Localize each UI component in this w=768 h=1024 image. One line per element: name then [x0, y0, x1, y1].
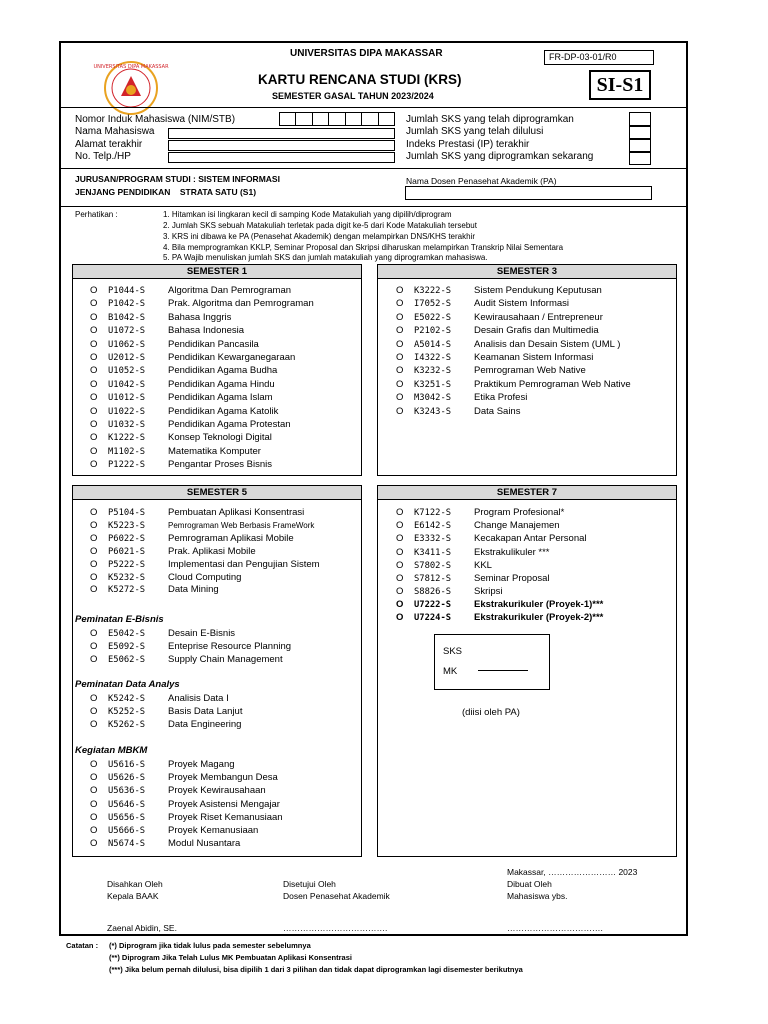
select-circle-icon[interactable]: O [90, 338, 98, 350]
course-name: Pemrograman Web Native [474, 365, 586, 377]
course-code: U5616-S [108, 760, 146, 770]
sign-right-1: Dibuat Oleh [507, 879, 552, 889]
course-name: Algoritma Dan Pemrograman [168, 285, 292, 296]
course-code: U5626-S [108, 773, 146, 784]
select-circle-icon[interactable]: O [396, 285, 404, 296]
course-row[interactable] [90, 785, 266, 797]
course-code: P1044-S [108, 286, 146, 296]
course-row[interactable] [90, 838, 240, 850]
course-row[interactable] [396, 298, 569, 310]
course-name: Keamanan Sistem Informasi [474, 352, 594, 363]
course-code: U5656-S [108, 812, 146, 823]
nim-label: Nomor Induk Mahasiswa (NIM/STB) [75, 114, 236, 125]
semester-line: SEMESTER GASAL TAHUN 2023/2024 [272, 91, 434, 101]
course-row[interactable] [396, 312, 603, 324]
select-circle-icon[interactable]: O [396, 311, 404, 323]
select-circle-icon[interactable]: O [90, 545, 98, 557]
course-row[interactable] [90, 352, 295, 364]
select-circle-icon[interactable]: O [396, 378, 404, 390]
course-code: E5042-S [108, 629, 146, 639]
course-row[interactable] [396, 285, 602, 297]
logo-text: UNIVERSITAS DIPA MAKASSAR [93, 64, 169, 70]
course-code: M1102-S [108, 446, 146, 457]
course-code: E5022-S [414, 312, 452, 323]
select-circle-icon[interactable]: O [396, 586, 404, 598]
university-name: UNIVERSITAS DIPA MAKASSAR [290, 48, 443, 59]
select-circle-icon[interactable]: O [90, 558, 98, 570]
course-code: E5062-S [108, 654, 146, 665]
course-name: Prak. Aplikasi Mobile [168, 545, 256, 557]
course-code: U7222-S [414, 600, 452, 610]
select-circle-icon[interactable]: O [396, 352, 404, 363]
course-name: Bahasa Indonesia [168, 325, 245, 337]
select-circle-icon[interactable]: O [90, 378, 98, 390]
course-name: Cloud Computing [168, 571, 242, 583]
select-circle-icon[interactable]: O [90, 640, 98, 652]
course-row[interactable] [90, 706, 242, 718]
course-row[interactable] [90, 507, 304, 519]
advisor-label: Nama Dosen Penasehat Akademik (PA) [406, 176, 557, 186]
course-name: Supply Chain Management [168, 653, 283, 665]
course-code: M3042-S [414, 393, 452, 404]
footnote-label: Catatan : [66, 941, 99, 950]
course-name: Pengantar Proses Bisnis [168, 459, 273, 471]
course-row[interactable] [396, 612, 603, 624]
course-row[interactable] [396, 379, 631, 391]
course-name: Modul Nusantara [168, 838, 241, 850]
select-circle-icon[interactable]: O [90, 392, 98, 404]
note-item: 4. Bila memprogramkan KKLP, Seminar Proposal dan Skripsi diharuskan melampirkan Transkrip Nilai Sementara [163, 243, 564, 252]
course-row[interactable] [396, 560, 492, 572]
course-code: U7224-S [414, 613, 452, 624]
footnote-2: (**) Diprogram Jika Telah Lulus MK Pembuatan Aplikasi Konsentrasi [109, 953, 352, 962]
course-name: Change Manajemen [474, 520, 560, 532]
select-circle-icon[interactable]: O [90, 432, 98, 444]
select-circle-icon[interactable]: O [90, 532, 98, 544]
phone-field[interactable] [168, 152, 395, 163]
course-name: Proyek Magang [168, 759, 235, 770]
course-code: I7052-S [414, 299, 452, 310]
course-row[interactable] [396, 507, 564, 519]
select-circle-icon[interactable]: O [396, 298, 404, 310]
course-row[interactable] [396, 520, 560, 532]
course-code: U2012-S [108, 353, 146, 363]
course-name: Pendidikan Agama Islam [168, 392, 273, 404]
course-code: K3411-S [414, 547, 452, 558]
divider [60, 206, 687, 207]
course-row[interactable] [90, 628, 235, 640]
course-code: K5262-S [108, 719, 146, 730]
course-code: K5242-S [108, 694, 146, 704]
course-name: Ekstrakurikuler (Proyek-2)*** [474, 612, 604, 624]
ip-label: Indeks Prestasi (IP) terakhir [406, 139, 530, 150]
course-name: Seminar Proposal [474, 573, 550, 584]
course-row[interactable] [90, 533, 294, 545]
select-circle-icon[interactable]: O [90, 298, 98, 310]
course-name: Pendidikan Pancasila [168, 338, 259, 350]
mbkm-title: Kegiatan MBKM [75, 745, 148, 756]
footnote-1: (*) Diprogram jika tidak lulus pada semester sebelumnya [109, 941, 311, 950]
semester-5-title: SEMESTER 5 [73, 486, 361, 500]
course-code: E6142-S [414, 521, 452, 532]
select-circle-icon[interactable]: O [90, 718, 98, 730]
course-row[interactable] [396, 586, 503, 598]
select-circle-icon[interactable]: O [90, 798, 98, 810]
select-circle-icon[interactable]: O [90, 653, 98, 665]
course-name: Audit Sistem Informasi [474, 298, 570, 310]
course-name: Pemrograman Web Berbasis FrameWork [168, 520, 315, 530]
select-circle-icon[interactable]: O [396, 365, 404, 377]
course-row[interactable] [90, 339, 259, 351]
course-row[interactable] [90, 285, 291, 297]
select-circle-icon[interactable]: O [90, 693, 98, 704]
course-code: K5223-S [108, 520, 146, 531]
course-code: K3222-S [414, 286, 452, 296]
select-circle-icon[interactable]: O [396, 392, 404, 404]
semester-7-title: SEMESTER 7 [378, 486, 676, 500]
divider [60, 168, 687, 169]
course-row[interactable] [90, 392, 273, 404]
course-row[interactable] [396, 339, 620, 351]
course-row[interactable] [90, 654, 283, 666]
course-code: B1042-S [108, 312, 146, 323]
sign-right-2: Mahasiswa ybs. [507, 891, 568, 901]
sks-now-label: Jumlah SKS yang diprogramkan sekarang [406, 151, 594, 162]
course-code: N5674-S [108, 839, 146, 850]
course-row[interactable] [90, 365, 277, 377]
select-circle-icon[interactable]: O [396, 338, 404, 350]
course-row[interactable] [90, 799, 280, 811]
course-row[interactable] [396, 573, 550, 585]
select-circle-icon[interactable]: O [90, 705, 98, 717]
select-circle-icon[interactable]: O [396, 533, 404, 545]
course-code: E5092-S [108, 641, 146, 652]
pa-mk-label: MK [443, 666, 458, 677]
course-row[interactable] [90, 446, 261, 458]
course-name: Pendidikan Agama Hindu [168, 378, 275, 390]
sign-mid-dots: ………………………………. [283, 923, 388, 933]
select-circle-icon[interactable]: O [90, 838, 98, 850]
select-circle-icon[interactable]: O [90, 772, 98, 784]
course-row[interactable] [90, 432, 272, 444]
advisor-field[interactable] [405, 186, 652, 200]
sks-programmed-label: Jumlah SKS yang telah diprogramkan [406, 114, 574, 125]
select-circle-icon[interactable]: O [90, 459, 98, 471]
course-name: Sistem Pendukung Keputusan [474, 285, 602, 296]
data-analys-title: Peminatan Data Analys [75, 679, 180, 690]
select-circle-icon[interactable]: O [90, 352, 98, 363]
course-code: K5272-S [108, 585, 146, 596]
semester-3-title: SEMESTER 3 [378, 265, 676, 279]
course-code: U1012-S [108, 393, 146, 404]
pa-caption: (diisi oleh PA) [462, 707, 520, 718]
notes-label: Perhatikan : [75, 210, 118, 219]
sign-left-2: Kepala BAAK [107, 891, 159, 901]
note-item: 3. KRS ini dibawa ke PA (Penasehat Akademik) dengan melampirkan DNS/KHS terakhir [163, 232, 476, 241]
sign-mid-1: Disetujui Oleh [283, 879, 336, 889]
course-code: U5636-S [108, 786, 146, 797]
sks-programmed-field[interactable] [629, 112, 651, 126]
course-name: Praktikum Pemrograman Web Native [474, 378, 631, 390]
sign-left-1: Disahkan Oleh [107, 879, 163, 889]
course-name: Prak. Algoritma dan Pemrograman [168, 298, 314, 310]
course-name: Proyek Kemanusiaan [168, 825, 259, 836]
course-code: K5232-S [108, 572, 146, 583]
course-name: Proyek Membangun Desa [168, 772, 278, 784]
select-circle-icon[interactable]: O [396, 325, 404, 337]
course-name: Ekstrakulikuler *** [474, 546, 550, 558]
course-row[interactable] [90, 825, 258, 837]
course-code: K3243-S [414, 406, 452, 417]
pa-fill-box[interactable] [434, 634, 550, 690]
course-row[interactable] [90, 559, 320, 571]
course-code: K3232-S [414, 366, 452, 377]
course-name: Program Profesional* [474, 507, 565, 518]
course-row[interactable] [396, 406, 520, 418]
nim-input-cells[interactable] [279, 112, 395, 126]
select-circle-icon[interactable]: O [90, 445, 98, 457]
course-name: Proyek Riset Kemanusiaan [168, 811, 283, 823]
course-row[interactable] [90, 325, 244, 337]
course-row[interactable] [396, 325, 599, 337]
note-item: 5. PA Wajib menuliskan jumlah SKS dan jumlah matakuliah yang diprogramkan mahasiswa. [163, 253, 488, 262]
course-name: Pembuatan Aplikasi Konsentrasi [168, 507, 305, 518]
course-code: P6022-S [108, 533, 146, 544]
note-item: 1. Hitamkan isi lingkaran kecil di samping Kode Matakuliah yang dipilih/diprogram [163, 210, 452, 219]
course-name: Desain E-Bisnis [168, 628, 236, 639]
course-row[interactable] [90, 379, 275, 391]
course-code: K3251-S [414, 379, 452, 390]
course-code: A5014-S [414, 339, 452, 350]
sks-passed-field[interactable] [629, 126, 651, 139]
select-circle-icon[interactable]: O [90, 825, 98, 836]
course-name: Analisis Data I [168, 693, 229, 704]
course-name: Skripsi [474, 586, 503, 598]
course-code: E3332-S [414, 534, 452, 545]
course-row[interactable] [90, 759, 235, 771]
course-row[interactable] [90, 772, 278, 784]
name-field[interactable] [168, 128, 395, 139]
pa-mk-line [478, 670, 528, 671]
select-circle-icon[interactable]: O [90, 785, 98, 797]
select-circle-icon[interactable]: O [90, 365, 98, 377]
course-code: P1042-S [108, 299, 146, 310]
course-name: Proyek Asistensi Mengajar [168, 798, 280, 810]
course-row[interactable] [90, 584, 219, 596]
course-code: U1022-S [108, 406, 146, 417]
select-circle-icon[interactable]: O [396, 573, 404, 584]
course-name: Bahasa Inggris [168, 311, 232, 323]
ip-field[interactable] [629, 139, 651, 152]
course-code: U1062-S [108, 339, 146, 350]
course-row[interactable] [90, 298, 314, 310]
course-name: Proyek Kewirausahaan [168, 785, 266, 797]
course-row[interactable] [90, 641, 291, 653]
course-row[interactable] [90, 546, 256, 558]
select-circle-icon[interactable]: O [90, 759, 98, 770]
sign-right-dots: ……………………………. [507, 923, 603, 933]
course-code: K7122-S [414, 508, 452, 518]
course-row[interactable] [90, 812, 283, 824]
course-row[interactable] [90, 520, 314, 532]
course-code: K5252-S [108, 706, 146, 717]
select-circle-icon[interactable]: O [90, 405, 98, 417]
course-name: Enteprise Resource Planning [168, 640, 292, 652]
select-circle-icon[interactable]: O [396, 599, 404, 610]
select-circle-icon[interactable]: O [90, 571, 98, 583]
course-row[interactable] [396, 547, 550, 559]
course-code: P1222-S [108, 460, 146, 471]
course-code: P6021-S [108, 546, 146, 557]
course-code: U5646-S [108, 799, 146, 810]
major-line: JURUSAN/PROGRAM STUDI : SISTEM INFORMASI [75, 174, 280, 184]
course-code: S8826-S [414, 587, 452, 598]
form-code: FR-DP-03-01/R0 [544, 50, 654, 65]
course-code: U5666-S [108, 826, 146, 836]
course-name: Pendidikan Agama Budha [168, 365, 278, 377]
course-code: P5104-S [108, 508, 146, 518]
form-title: KARTU RENCANA STUDI (KRS) [258, 72, 462, 87]
select-circle-icon[interactable]: O [90, 325, 98, 337]
course-code: U1072-S [108, 326, 146, 337]
course-name: Pemrograman Aplikasi Mobile [168, 532, 294, 544]
course-code: I4322-S [414, 353, 452, 363]
course-row[interactable] [396, 533, 587, 545]
course-name: KKL [474, 559, 492, 571]
course-row[interactable] [396, 365, 586, 377]
select-circle-icon[interactable]: O [396, 559, 404, 571]
select-circle-icon[interactable]: O [90, 285, 98, 296]
select-circle-icon[interactable]: O [90, 811, 98, 823]
note-item: 2. Jumlah SKS sebuah Matakuliah terletak pada digit ke-5 dari Kode Matakuliah tersebut [163, 221, 477, 230]
course-code: U1052-S [108, 366, 146, 377]
divider [60, 107, 687, 108]
course-row[interactable] [396, 352, 593, 364]
course-name: Kecakapan Antar Personal [474, 533, 587, 545]
course-code: P5222-S [108, 559, 146, 570]
course-name: Basis Data Lanjut [168, 705, 243, 717]
course-row[interactable] [90, 693, 229, 705]
course-name: Pendidikan Agama Protestan [168, 419, 291, 430]
course-name: Data Sains [474, 405, 521, 417]
sign-mid-2: Dosen Penasehat Akademik [283, 891, 390, 901]
sign-left-name: Zaenal Abidin, SE. [107, 923, 177, 933]
address-field[interactable] [168, 140, 395, 151]
course-row[interactable] [90, 419, 291, 431]
course-row[interactable] [90, 572, 241, 584]
name-label: Nama Mahasiswa [75, 126, 155, 137]
course-name: Analisis dan Desain Sistem (UML ) [474, 338, 621, 350]
course-name: Data Engineering [168, 718, 242, 730]
course-name: Kewirausahaan / Entrepreneur [474, 311, 603, 323]
select-circle-icon[interactable]: O [90, 519, 98, 531]
sks-now-field[interactable] [629, 152, 651, 165]
place-date: Makassar, …………………… 2023 [507, 867, 638, 877]
course-row[interactable] [90, 459, 272, 471]
select-circle-icon[interactable]: O [90, 507, 98, 518]
course-code: S7812-S [414, 574, 452, 584]
course-code: U1032-S [108, 420, 146, 430]
course-code: S7802-S [414, 560, 452, 571]
program-badge: SI-S1 [589, 70, 651, 100]
course-row[interactable] [90, 406, 278, 418]
phone-label: No. Telp./HP [75, 151, 131, 162]
select-circle-icon[interactable]: O [396, 612, 404, 624]
sks-passed-label: Jumlah SKS yang telah dilulusi [406, 126, 544, 137]
select-circle-icon[interactable]: O [90, 419, 98, 430]
semester-1-title: SEMESTER 1 [73, 265, 361, 279]
select-circle-icon[interactable]: O [90, 628, 98, 639]
course-name: Ekstrakurikuler (Proyek-1)*** [474, 599, 604, 610]
course-name: Konsep Teknologi Digital [168, 432, 272, 444]
course-name: Etika Profesi [474, 392, 528, 404]
select-circle-icon[interactable]: O [90, 584, 98, 596]
course-row[interactable] [396, 392, 527, 404]
course-code: K1222-S [108, 433, 146, 444]
course-name: Pendidikan Kewarganegaraan [168, 352, 296, 363]
course-name: Implementasi dan Pengujian Sistem [168, 558, 320, 570]
course-code: P2102-S [414, 326, 452, 337]
select-circle-icon[interactable]: O [90, 311, 98, 323]
course-row[interactable] [90, 719, 241, 731]
select-circle-icon[interactable]: O [396, 405, 404, 417]
ebisnis-title: Peminatan E-Bisnis [75, 614, 164, 625]
course-row[interactable] [396, 599, 603, 611]
select-circle-icon[interactable]: O [396, 546, 404, 558]
course-name: Data Mining [168, 584, 219, 596]
pa-sks-label: SKS [443, 646, 463, 657]
course-row[interactable] [90, 312, 231, 324]
select-circle-icon[interactable]: O [396, 520, 404, 532]
course-name: Desain Grafis dan Multimedia [474, 325, 599, 337]
address-label: Alamat terakhir [75, 139, 143, 150]
course-name: Matematika Komputer [168, 445, 261, 457]
course-name: Pendidikan Agama Katolik [168, 405, 279, 417]
select-circle-icon[interactable]: O [396, 507, 404, 518]
level-line: JENJANG PENDIDIKAN STRATA SATU (S1) [75, 187, 257, 197]
course-code: U1042-S [108, 379, 146, 390]
footnote-3: (***) Jika belum pernah dilulusi, bisa dipilih 1 dari 3 pilihan dan tidak dapat diprogramkan lagi disemester berikutnya [109, 965, 523, 974]
